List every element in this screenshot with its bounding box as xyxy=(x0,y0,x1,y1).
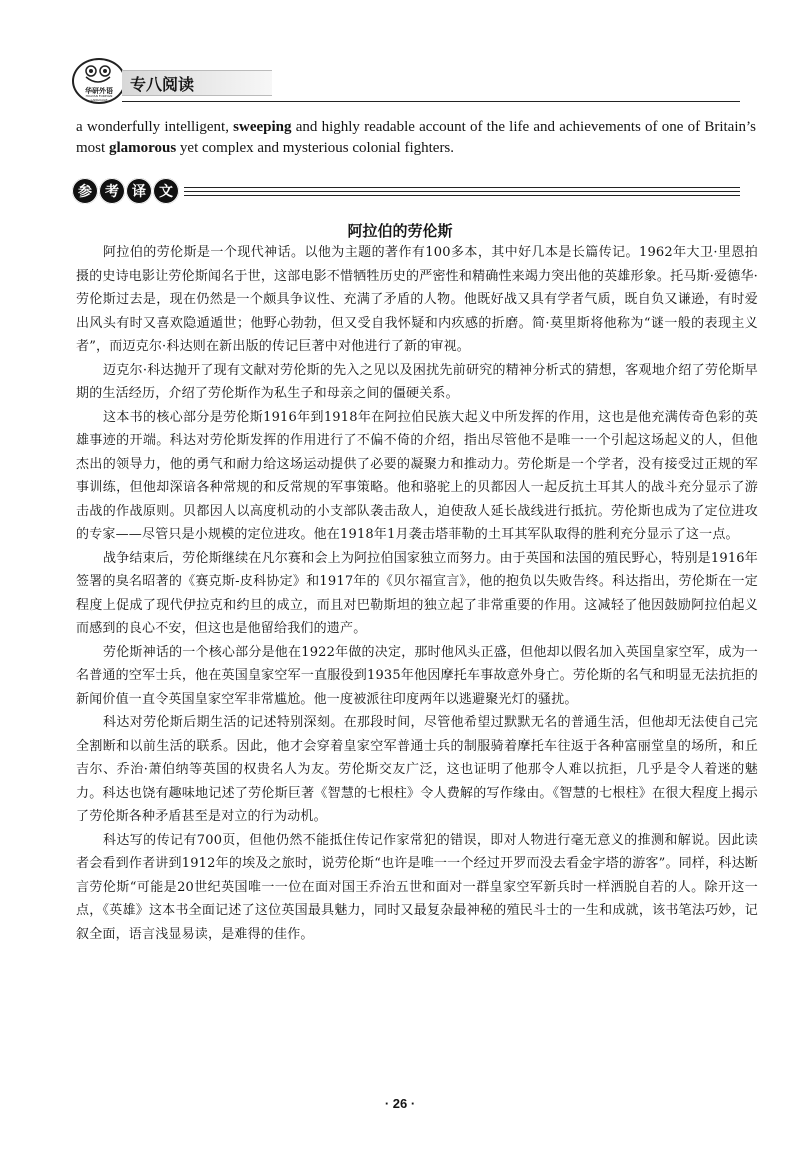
series-title: 专八阅读 xyxy=(130,75,195,94)
header-rule xyxy=(122,101,740,102)
page-header xyxy=(60,58,740,108)
english-text: a wonderfully intelligent, xyxy=(76,119,234,135)
article-paragraph: 科达写的传记有700页，但他仍然不能抵住传记作家常犯的错误，即对人物进行毫无意义的推测和解说。因此读者会看到作者讲到1912年的埃及之旅时，说劳伦斯“也许是唯一一个经过开罗而没去看金字塔的游客”。同样，科达断言劳伦斯“可能是20世纪英国唯一一位在面对国王乔治五世和面对一群皇家空军新兵时一样洒脱自若的人。除开这一点，《英雄》这本书全面记述了这位英国最具魅力，同时又最复杂最神秘的殖民斗士的一生和成就，该书笔法巧妙，记叙全面，语言浅显易读，是难得的佳作。 xyxy=(76,832,758,942)
article-paragraph: 劳伦斯神话的一个核心部分是他在1922年做的决定，那时他风头正盛，但他却以假名加入英国皇家空军，成为一名普通的空军士兵，他在英国皇家空军一直服役到1935年他因摩托车事故意外身亡。劳伦斯的名气和明显无法抗拒的新闻价值一直令英国皇家空军非常尴尬。他一度被派往印度两年以逃避聚光灯的骚扰。 xyxy=(76,644,758,707)
heading-badge: 参 xyxy=(72,178,98,204)
article-title: 阿拉伯的劳伦斯 xyxy=(347,222,453,240)
heading-badge: 文 xyxy=(153,178,179,204)
article-paragraph: 阿拉伯的劳伦斯是一个现代神话。以他为主题的著作有100多本，其中好几本是长篇传记。1962年大卫·里恩拍摄的史诗电影让劳伦斯闻名于世，这部电影不惜牺牲历史的严密性和精确性来竭力突出他的英雄形象。托马斯·爱德华·劳伦斯过去是，现在仍然是一个颇具争议性、充满了矛盾的人物。他既好战又具有学者气质，既自负又谦逊，有时爱出风头有时又喜欢隐遁遁世；他野心勃勃，但又受自我怀疑和内疚感的折磨。简·莫里斯将他称为“谜一般的表现主义者”，而迈克尔·科达则在新出版的传记巨著中对他进行了新的审视。 xyxy=(76,245,758,354)
article-paragraph: 科达对劳伦斯后期生活的记述特别深刻。在那段时间，尽管他希望过默默无名的普通生活，但他却无法使自己完全割断和以前生活的联系。因此，他才会穿着皇家空军普通士兵的制服骑着摩托车往返于各种富丽堂皇的场所，和丘吉尔、乔治·萧伯纳等英国的权贵名人为友。劳伦斯交友广泛，这也证明了他那令人难以抗拒，几乎是令人着迷的魅力。科达也饶有趣味地记述了劳伦斯巨著《智慧的七根柱》令人费解的写作缘由。《智慧的七根柱》在很大程度上揭示了劳伦斯各种矛盾甚至是对立的行为动机。 xyxy=(76,715,758,824)
english-keyword: sweeping xyxy=(233,119,292,135)
article-paragraph: 这本书的核心部分是劳伦斯1916年到1918年在阿拉伯民族大起义中所发挥的作用，这也是他充满传奇色彩的英雄事迹的开端。科达对劳伦斯发挥的作用进行了不偏不倚的介绍，指出尽管他不是唯一一个引起这场起义的人，但他杰出的领导力，他的勇气和耐力给这场运动提供了必要的凝聚力和推动力。劳伦斯是一个学者，没有接受过正规的军事训练，但他却深谙各种常规的和反常规的军事策略。他和骆驼上的贝都因人一起反抗土耳其人的战斗充分显示了游击战的作战原则。贝都因人以高度机动的小支部队袭击敌人，迫使敌人延长战线进行抵抗。劳伦斯也成为了定位进攻的专家——尽管只是小规模的定位进攻。他在1918年1月袭击塔菲勒的土耳其军队取得的胜利充分显示了这一点。 xyxy=(76,409,758,542)
heading-badge: 译 xyxy=(126,178,152,204)
english-keyword: glamorous xyxy=(108,140,177,156)
english-text: and highly readable account of the life and achievements of one of Britain’s most xyxy=(76,119,756,156)
frog-icon xyxy=(83,65,113,85)
page-number: · 26 · xyxy=(384,1096,416,1111)
english-paragraph xyxy=(76,117,756,159)
logo-subtext: HUAYAN FOREIGN LANGUAGE xyxy=(85,94,113,102)
logo-text: 华研外语 xyxy=(85,87,113,95)
reference-badges xyxy=(72,178,179,204)
article-body xyxy=(76,241,758,946)
article-paragraph: 迈克尔·科达抛开了现有文献对劳伦斯的先入之见以及困扰先前研究的精神分析式的猜想，客观地介绍了劳伦斯早期的生活经历，介绍了劳伦斯作为私生子和母亲之间的僵硬关系。 xyxy=(76,362,758,401)
reference-translation-heading xyxy=(72,178,740,208)
english-text: yet complex and mysterious colonial fighters. xyxy=(176,140,455,156)
publisher-logo xyxy=(72,58,126,104)
article-paragraph: 战争结束后，劳伦斯继续在凡尔赛和会上为阿拉伯国家独立而努力。由于英国和法国的殖民野心，特别是1916年签署的臭名昭著的《赛克斯-皮科协定》和1917年的《贝尔福宣言》，他的抱负以失败告终。科达指出，劳伦斯在一定程度上促成了现代伊拉克和约旦的成立，而且对巴勒斯坦的独立起了非常重要的作用。这减轻了他因鼓励阿拉伯起义而感到的良心不安，但这也是他留给我们的遗产。 xyxy=(76,550,758,636)
heading-badge: 考 xyxy=(99,178,125,204)
heading-rules xyxy=(184,187,740,197)
